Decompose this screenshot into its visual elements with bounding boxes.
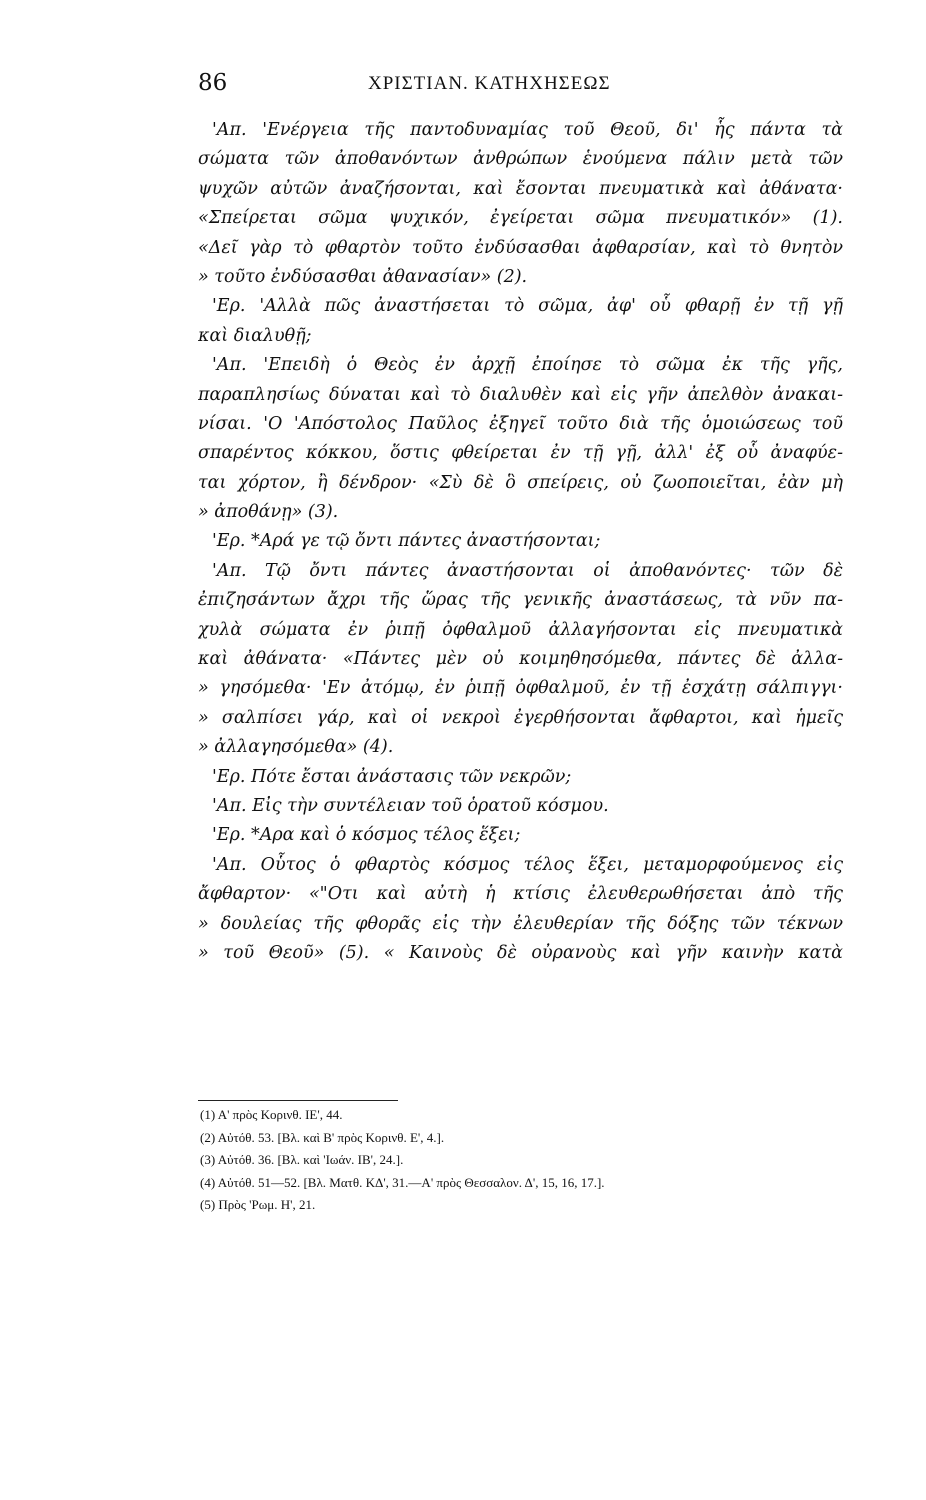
- text-line: ψυχῶν αὐτῶν ἀναζήσονται, καὶ ἔσονται πνευματικὰ καὶ ἀθάνατα·: [198, 178, 843, 199]
- text-line: 'Απ. 'Ενέργεια τῆς παντοδυναμίας τοῦ Θεοῦ, δι' ἧς πάντα τὰ: [212, 120, 843, 140]
- text-line: ἄφθαρτον· «"Οτι καὶ αὐτὴ ἡ κτίσις ἐλευθερωθήσεται ἀπὸ τῆς: [198, 884, 843, 905]
- text-line: 'Ερ. 'Αλλὰ πῶς ἀναστήσεται τὸ σῶμα, ἀφ' οὗ φθαρῇ ἐν τῇ γῇ: [212, 296, 843, 317]
- text-line: νίσαι. 'Ο 'Απόστολος Παῦλος ἐξηγεῖ τοῦτο διὰ τῆς ὁμοιώσεως τοῦ: [198, 413, 843, 434]
- footnote: (3) Αὐτόθ. 36. [Βλ. καὶ 'Ιωάν. ΙΒ', 24.].: [200, 1152, 404, 1167]
- text-line: «Σπείρεται σῶμα ψυχικόν, ἐγείρεται σῶμα πνευματικόν» (1).: [198, 208, 843, 229]
- text-line: 'Ερ. *Αρά γε τῷ ὄντι πάντες ἀναστήσονται;: [212, 531, 601, 552]
- text-line: καὶ ἀθάνατα· «Πάντες μὲν οὐ κοιμηθησόμεθα, πάντες δὲ ἀλλα-: [198, 649, 843, 670]
- text-line: «Δεῖ γὰρ τὸ φθαρτὸν τοῦτο ἐνδύσασθαι ἀφθαρσίαν, καὶ τὸ θνητὸν: [198, 237, 843, 258]
- text-line: 'Ερ. *Αρα καὶ ὁ κόσμος τέλος ἕξει;: [212, 825, 521, 846]
- page-header: [198, 70, 838, 106]
- main-text: [198, 116, 843, 968]
- text-line: 'Ερ. Πότε ἔσται ἀνάστασις τῶν νεκρῶν;: [212, 766, 572, 787]
- text-line: » δουλείας τῆς φθορᾶς εἰς τὴν ἐλευθερίαν τῆς δόξης τῶν τέκνων: [198, 913, 843, 934]
- text-line: 'Απ. Εἰς τὴν συντέλειαν τοῦ ὁρατοῦ κόσμου.: [212, 795, 609, 816]
- page-number: 86: [198, 70, 228, 96]
- text-line: » ἀποθάνῃ» (3).: [198, 502, 339, 523]
- text-line: » τοῦτο ἐνδύσασθαι ἀθανασίαν» (2).: [198, 266, 528, 287]
- text-line: σώματα τῶν ἀποθανόντων ἀνθρώπων ἑνούμενα πάλιν μετὰ τῶν: [198, 149, 843, 170]
- text-line: χυλὰ σώματα ἐν ῥιπῇ ὀφθαλμοῦ ἀλλαγήσονται εἰς πνευματικὰ: [198, 619, 843, 640]
- text-line: ται χόρτον, ἢ δένδρον· «Σὺ δὲ ὃ σπείρεις, οὐ ζωοποιεῖται, ἐὰν μὴ: [198, 472, 843, 493]
- text-line: 'Απ. Οὗτος ὁ φθαρτὸς κόσμος τέλος ἕξει, μεταμορφούμενος εἰς: [212, 854, 843, 875]
- footnote: (1) Α' πρὸς Κορινθ. ΙΕ', 44.: [200, 1107, 343, 1122]
- footnotes: [200, 1104, 840, 1217]
- text-line: » ἀλλαγησόμεθα» (4).: [198, 737, 394, 758]
- running-title: ΧΡΙΣΤΙΑΝ. ΚΑΤΗΧΗΣΕΩΣ: [368, 73, 611, 94]
- footnote-divider: [198, 1100, 398, 1101]
- text-line: ἐπιζησάντων ἄχρι τῆς ὥρας τῆς γενικῆς ἀναστάσεως, τὰ νῦν πα-: [198, 590, 843, 611]
- text-line: καὶ διαλυθῇ;: [198, 325, 312, 346]
- text-line: » σαλπίσει γάρ, καὶ οἱ νεκροὶ ἐγερθήσονται ἄφθαρτοι, καὶ ἡμεῖς: [198, 707, 843, 728]
- text-line: 'Απ. 'Επειδὴ ὁ Θεὸς ἐν ἀρχῇ ἐποίησε τὸ σῶμα ἐκ τῆς γῆς,: [212, 355, 843, 376]
- footnote: (2) Αὐτόθ. 53. [Βλ. καὶ Β' πρὸς Κορινθ. Ε', 4.].: [200, 1129, 445, 1145]
- text-line: παραπλησίως δύναται καὶ τὸ διαλυθὲν καὶ εἰς γῆν ἀπελθὸν ἀνακαι-: [198, 384, 843, 405]
- text-line: σπαρέντος κόκκου, ὅστις φθείρεται ἐν τῇ γῇ, ἀλλ' ἐξ οὗ ἀναφύε-: [198, 443, 843, 464]
- footnote: (5) Πρὸς 'Ρωμ. Η', 21.: [200, 1197, 316, 1212]
- text-line: 'Απ. Τῷ ὄντι πάντες ἀναστήσονται οἱ ἀποθανόντες· τῶν δὲ: [212, 560, 843, 581]
- text-line: » τοῦ Θεοῦ» (5). « Καινοὺς δὲ οὐρανοὺς καὶ γῆν καινὴν κατὰ: [198, 942, 843, 963]
- text-line: » γησόμεθα· 'Εν ἀτόμῳ, ἐν ῥιπῇ ὀφθαλμοῦ, ἐν τῇ ἐσχάτῃ σάλπιγγι·: [198, 678, 843, 699]
- footnote: (4) Αὐτόθ. 51—52. [Βλ. Ματθ. ΚΔ', 31.—Α' πρὸς Θεσσαλον. Δ', 15, 16, 17.].: [200, 1174, 605, 1190]
